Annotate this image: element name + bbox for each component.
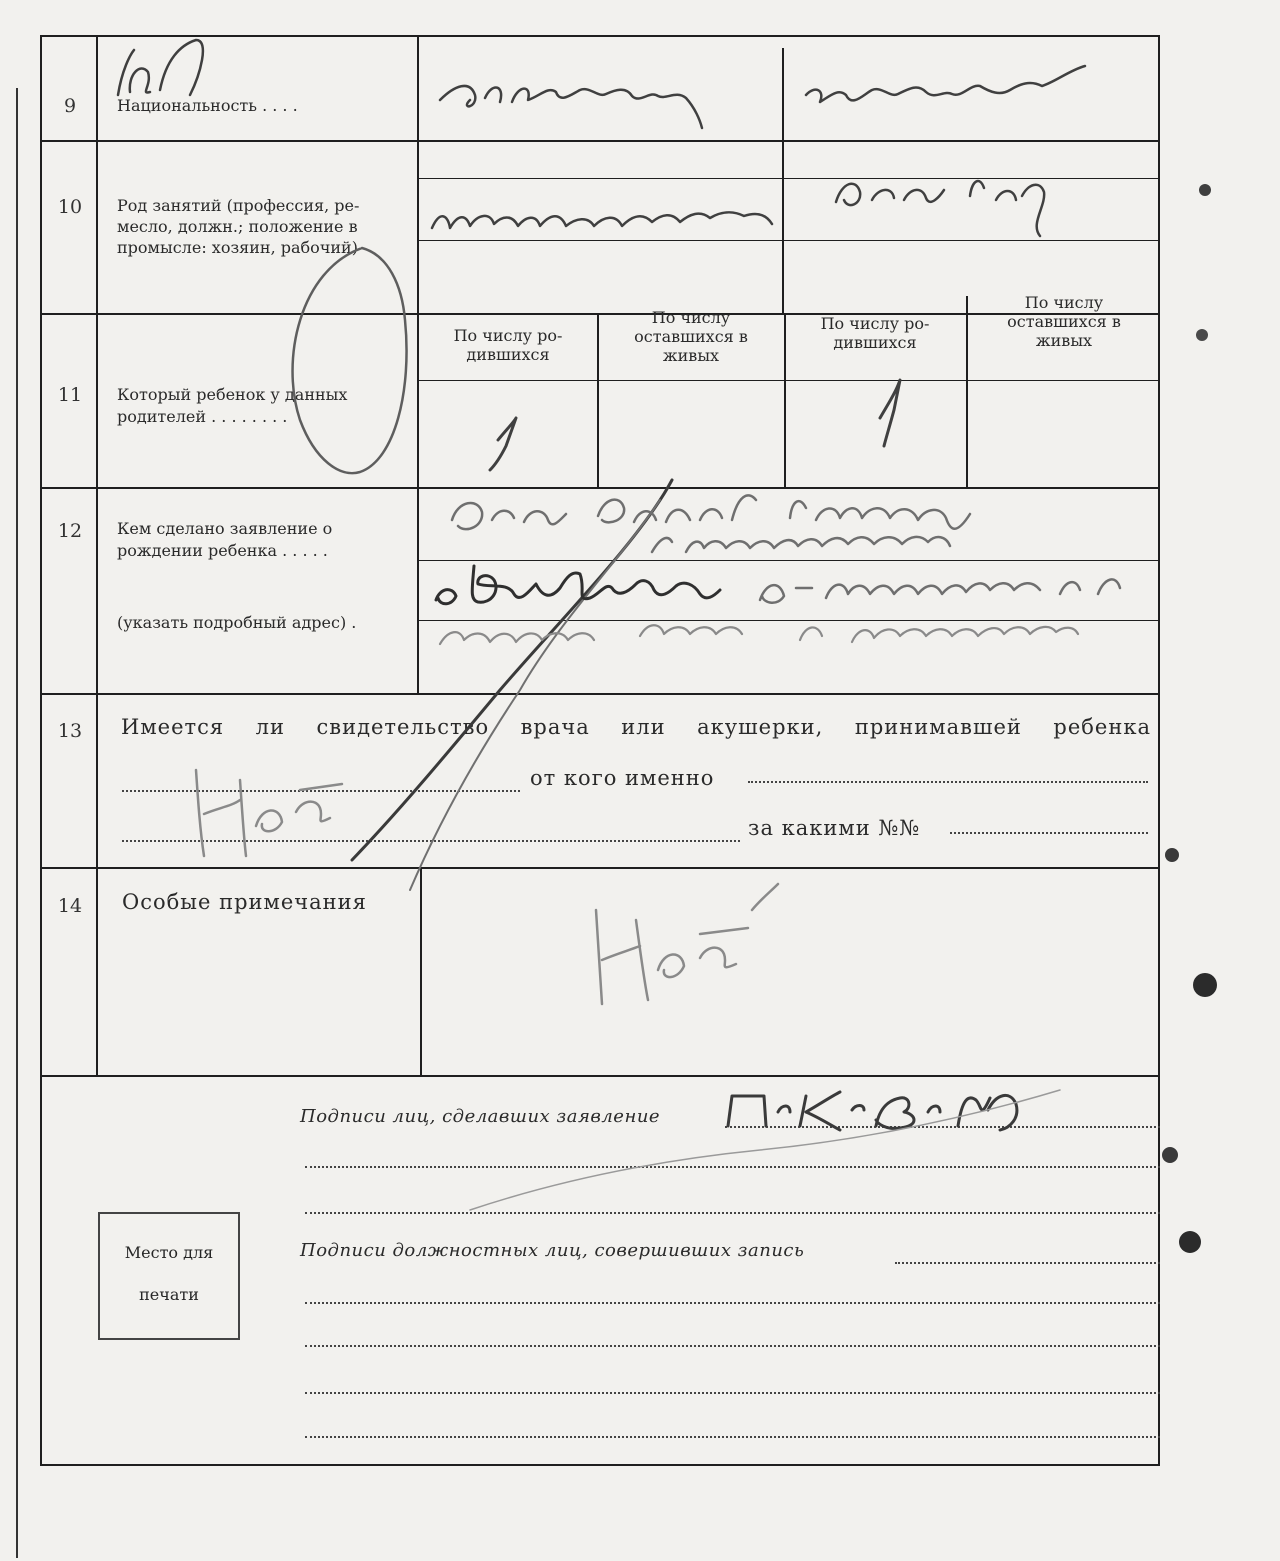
- row-14-label: Особые примечания: [122, 890, 367, 914]
- rule-label-col-14: [420, 867, 422, 1075]
- rule-num-col: [96, 35, 98, 1075]
- sig-dotline-o1: [895, 1262, 1160, 1264]
- row-10-label-line3: промысле: хозяин, рабочий): [117, 238, 358, 257]
- rule-11-sub2: [966, 296, 968, 487]
- row-13-dotline-1: [122, 790, 520, 792]
- sig-dotline-o4: [305, 1392, 1160, 1394]
- row-9-number: 9: [63, 95, 77, 117]
- sig-dotline-o3: [305, 1345, 1160, 1347]
- row-13-dotline-2: [748, 781, 1148, 783]
- sig-dotline-a2: [305, 1166, 1160, 1168]
- row-10-label-line2: месло, должн.; положение в: [117, 217, 358, 236]
- row-10-label-line1: Род занятий (профессия, ре-: [117, 196, 360, 215]
- row-13-number: 13: [57, 720, 83, 742]
- rule-14-bottom: [40, 1075, 1160, 1077]
- stain-mark-1: [1199, 184, 1211, 196]
- officials-signature-label: Подписи должностных лиц, совершивших запись: [300, 1240, 805, 1261]
- row-11-label-line1: Который ребенок у данных: [117, 385, 348, 404]
- row-11-father-born-header: По числу ро- дившихся: [453, 326, 563, 364]
- row-12-number: 12: [57, 520, 83, 542]
- rule-parent-split-10: [782, 140, 784, 313]
- row-12-label-line2: рождении ребенка . . . . .: [117, 541, 328, 560]
- punch-hole-2: [1165, 848, 1179, 862]
- row-13-question: Имеется ли свидетельство врача или акушерки, принимавшей ребенка: [121, 715, 1151, 739]
- applicants-signature-label: Подписи лиц, сделавших заявление: [300, 1106, 661, 1127]
- rule-13-bottom: [40, 867, 1160, 869]
- stamp-place: [98, 1212, 240, 1340]
- rule-parent-split: [782, 48, 784, 140]
- row-11-mother-born-header: По числу ро- дившихся: [820, 314, 930, 352]
- rule-label-col: [417, 35, 419, 693]
- rule-12-inner-2: [417, 620, 1160, 621]
- sig-dotline-o2: [305, 1302, 1160, 1304]
- punch-hole-4: [1179, 1231, 1201, 1253]
- punch-hole-1: [1193, 973, 1217, 997]
- row-11-label-line2: родителей . . . . . . . .: [117, 407, 288, 426]
- row-14-number: 14: [57, 895, 83, 917]
- rule-11-header: [417, 380, 1160, 381]
- punch-hole-3: [1162, 1147, 1178, 1163]
- sig-dotline-o5: [305, 1436, 1160, 1438]
- row-11-number: 11: [57, 384, 83, 406]
- stain-mark-2: [1196, 329, 1208, 341]
- row-9-label: Национальность . . . .: [117, 96, 298, 115]
- sig-dotline-a1: [725, 1126, 1160, 1128]
- row-13-dotline-3: [122, 840, 740, 842]
- row-13-numbers: за какими №№: [748, 816, 921, 840]
- rule-10-inner-1: [417, 178, 1160, 179]
- row-10-number: 10: [57, 196, 83, 218]
- stamp-line-2: печати: [139, 1285, 199, 1304]
- rule-11-sub1: [597, 313, 599, 487]
- row-12-address-hint: (указать подробный адрес) .: [117, 613, 357, 632]
- row-12-label-line1: Кем сделано заявление о: [117, 519, 333, 538]
- sig-dotline-a3: [305, 1212, 1160, 1214]
- row-11-father-alive-header: По числу оставшихся в живых: [634, 308, 748, 365]
- rule-10-inner-2: [417, 240, 1160, 241]
- row-13-from-whom: от кого именно: [530, 766, 715, 790]
- rule-9-bottom: [40, 140, 1160, 142]
- left-binding-edge: [16, 88, 18, 1558]
- row-11-mother-alive-header: По числу оставшихся в живых: [1007, 293, 1121, 350]
- rule-11-bottom: [40, 487, 1160, 489]
- rule-12-bottom: [40, 693, 1160, 695]
- rule-12-inner-1: [417, 560, 1160, 561]
- stamp-line-1: Место для: [124, 1243, 214, 1262]
- row-13-dotline-4: [950, 832, 1148, 834]
